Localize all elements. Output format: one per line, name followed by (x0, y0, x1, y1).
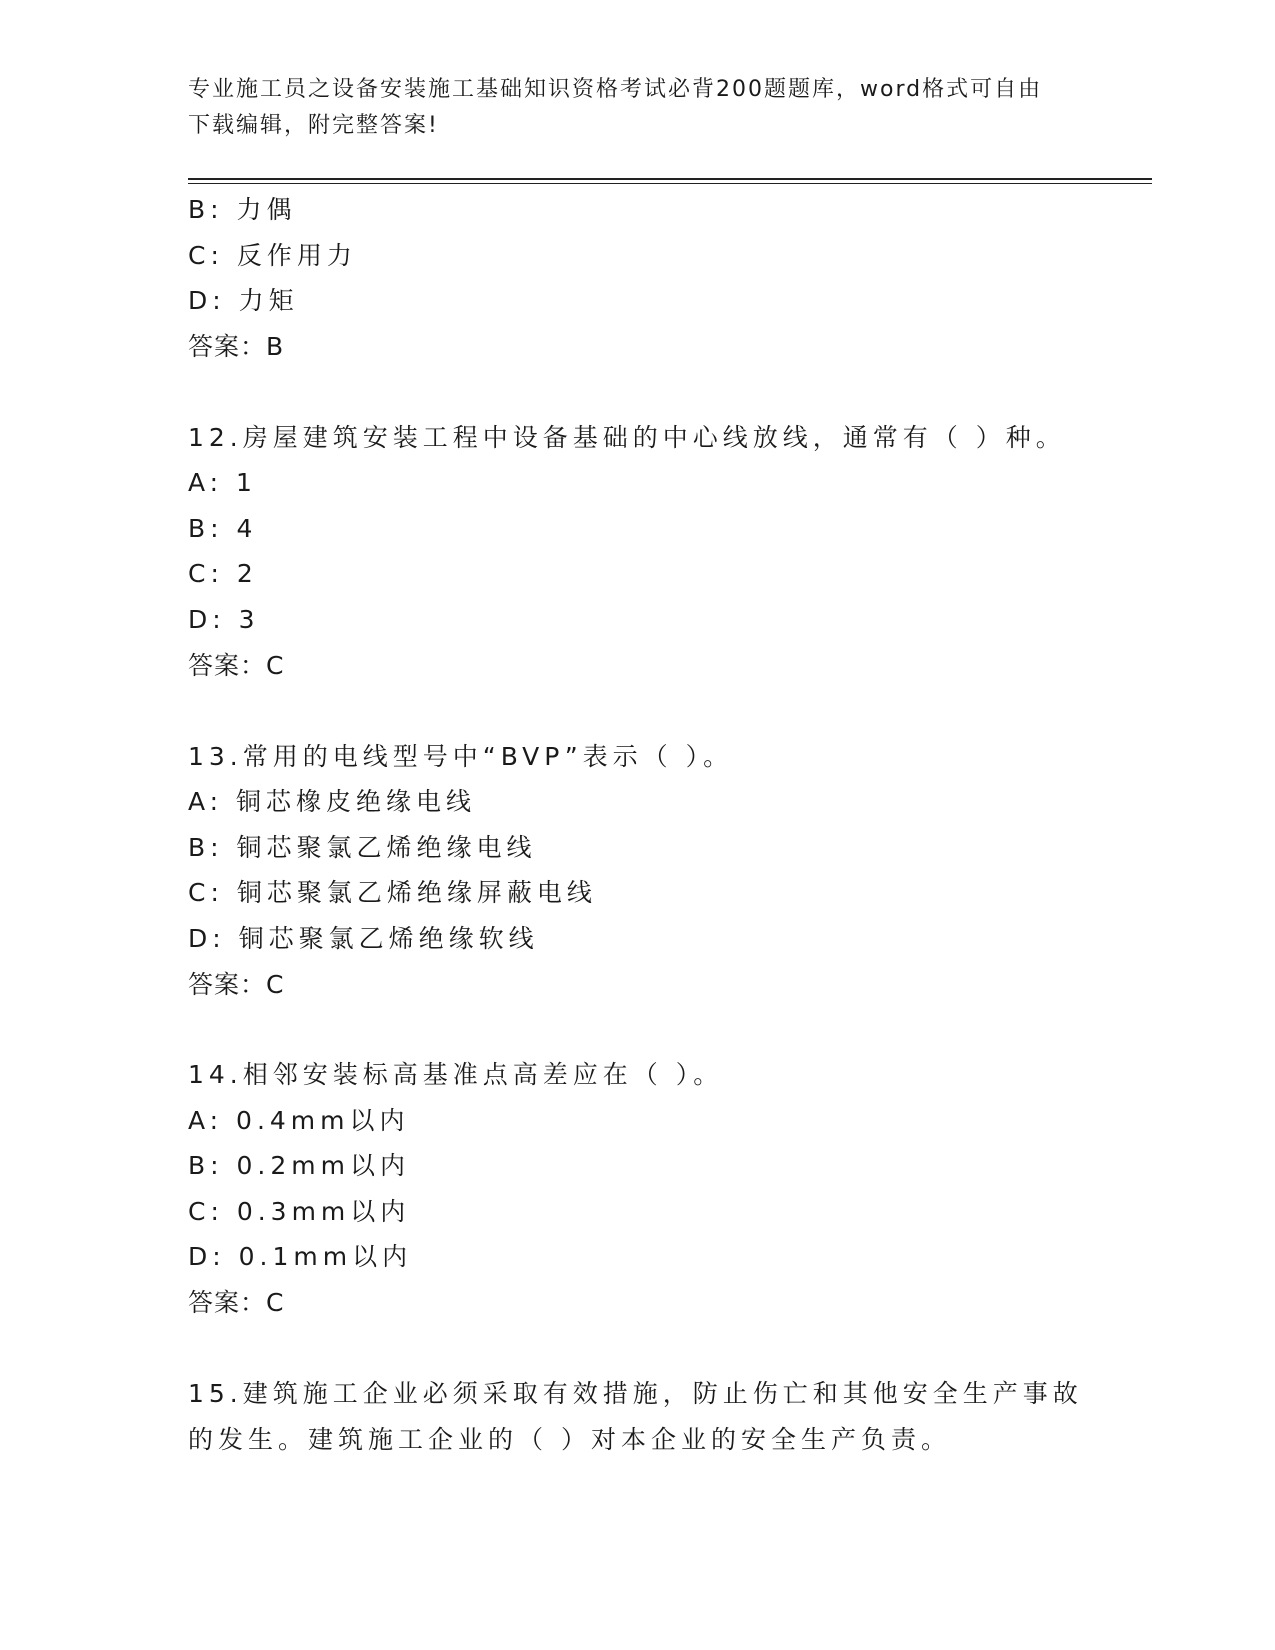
q13-answer: 答案：C (188, 970, 285, 999)
q13-option-d: D: 铜芯聚氯乙烯绝缘软线 (188, 924, 539, 953)
q13-option-c: C: 铜芯聚氯乙烯绝缘屏蔽电线 (188, 878, 597, 907)
q12-question: 12.房屋建筑安装工程中设备基础的中心线放线，通常有（ ）种。 (188, 423, 1066, 452)
q13-option-a: A: 铜芯橡皮绝缘电线 (188, 787, 477, 816)
q12-option-a: A: 1 (188, 468, 257, 497)
q12-answer: 答案：C (188, 651, 285, 680)
q14-option-a: A: 0.4mm以内 (188, 1106, 410, 1135)
document-header (188, 72, 1088, 144)
header-title-line-2: 下载编辑，附完整答案! (188, 113, 439, 138)
q14-answer: 答案：C (188, 1288, 285, 1317)
q11-option-c: C: 反作用力 (188, 241, 357, 270)
q11-answer: 答案：B (188, 332, 285, 361)
q12-option-b: B: 4 (188, 514, 258, 543)
q11-option-b: B: 力偶 (188, 195, 297, 224)
q12-option-c: C: 2 (188, 559, 258, 588)
q14-question: 14.相邻安装标高基准点高差应在（ ）。 (188, 1060, 724, 1089)
q12-option-d: D: 3 (188, 605, 260, 634)
q13-question: 13.常用的电线型号中“BVP”表示（ ）。 (188, 742, 734, 771)
q14-option-d: D: 0.1mm以内 (188, 1242, 413, 1271)
q14-option-c: C: 0.3mm以内 (188, 1197, 411, 1226)
q13-option-b: B: 铜芯聚氯乙烯绝缘电线 (188, 833, 537, 862)
header-divider-thin (188, 183, 1152, 184)
q15-question: 15.建筑施工企业必须采取有效措施，防止伤亡和其他安全生产事故的发生。建筑施工企业的（ ）对本企业的安全生产负责。 (188, 1379, 1083, 1454)
header-title-line-1: 专业施工员之设备安装施工基础知识资格考试必背200题题库，word格式可自由 (188, 77, 1043, 102)
header-divider-thick (188, 178, 1152, 180)
q11-option-d: D: 力矩 (188, 286, 299, 315)
q14-option-b: B: 0.2mm以内 (188, 1151, 410, 1180)
